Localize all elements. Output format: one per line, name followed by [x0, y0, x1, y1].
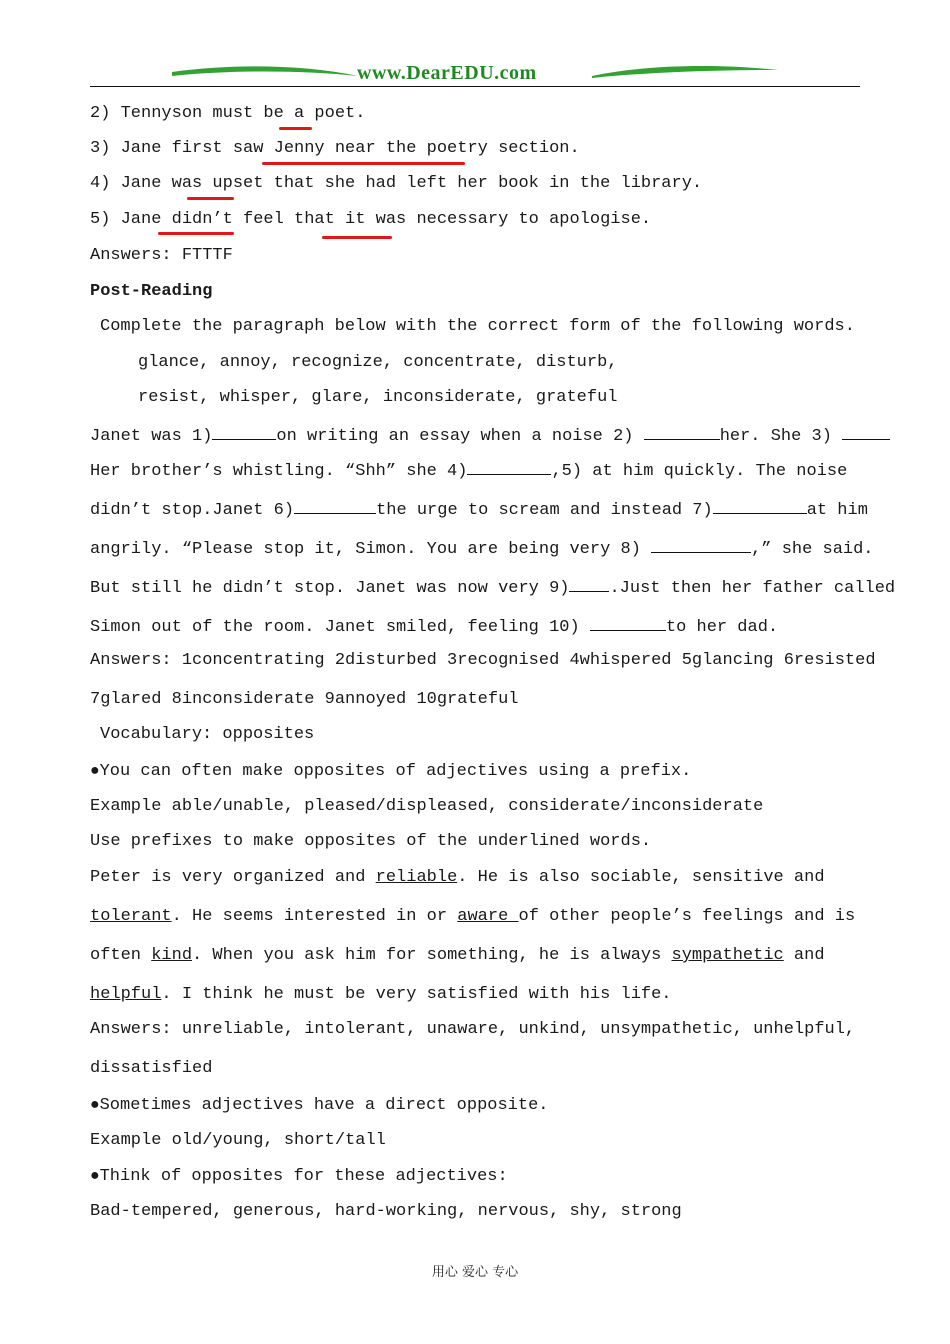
blank-3[interactable] [842, 423, 890, 440]
header-rule [90, 86, 860, 87]
bullet-icon: ● [90, 1167, 100, 1185]
paragraph-line-4: angrily. “Please stop it, Simon. You are being very 8) ,” she said. [90, 536, 874, 561]
tf-item-4: 4) Jane was upset that she had left her book in the library. [90, 174, 703, 193]
blank-9[interactable] [569, 575, 609, 592]
tf-answers: Answers: FTTTF [90, 246, 233, 265]
bullet-item-1: ●You can often make opposites of adjectives using a prefix. [90, 762, 692, 781]
tf-item-3: 3) Jane first saw Jenny near the poetry section. [90, 139, 580, 158]
paragraph-line-2: Her brother’s whistling. “Shh” she 4) ,5) at him quickly. The noise [90, 458, 847, 483]
vocabulary-answers-1: Answers: unreliable, intolerant, unaware, unkind, unsympathetic, unhelpful, [90, 1020, 856, 1039]
word-bank-line-2: resist, whisper, glare, inconsiderate, grateful [138, 388, 618, 407]
right-swoosh-icon [590, 62, 780, 84]
red-underline-mark [279, 127, 312, 130]
blank-7[interactable] [713, 497, 807, 514]
vocabulary-instruction: Use prefixes to make opposites of the underlined words. [90, 832, 652, 851]
vocab-paragraph-line-3: often kind. When you ask him for something, he is always sympathetic and [90, 946, 825, 965]
vocabulary-answers-2: dissatisfied [90, 1059, 213, 1078]
bullet-icon: ● [90, 762, 100, 780]
red-underline-mark [187, 197, 234, 200]
vocab-paragraph-line-4: helpful. I think he must be very satisfied with his life. [90, 985, 672, 1004]
red-underline-mark [262, 162, 465, 165]
blank-8[interactable] [651, 536, 751, 553]
paragraph-line-5: But still he didn’t stop. Janet was now very 9) .Just then her father called [90, 575, 895, 600]
red-underline-mark [158, 232, 234, 235]
example-line-1: Example able/unable, pleased/displeased, considerate/inconsiderate [90, 797, 764, 816]
post-reading-heading: Post-Reading [90, 282, 213, 301]
blank-6[interactable] [294, 497, 376, 514]
paragraph-line-1: Janet was 1) on writing an essay when a noise 2) her. She 3) [90, 423, 890, 448]
example-line-2: Example old/young, short/tall [90, 1131, 386, 1150]
paragraph-line-6: Simon out of the room. Janet smiled, feeling 10) to her dad. [90, 614, 778, 639]
blank-1[interactable] [212, 423, 276, 440]
tf-item-5: 5) Jane didn’t feel that it was necessary to apologise. [90, 210, 652, 229]
blank-10[interactable] [590, 614, 666, 631]
vocab-paragraph-line-2: tolerant. He seems interested in or aware of other people’s feelings and is [90, 907, 856, 926]
left-swoosh-icon [170, 62, 360, 84]
site-logo: www.DearEDU.com [357, 62, 537, 84]
adjective-list: Bad-tempered, generous, hard-working, nervous, shy, strong [90, 1202, 682, 1221]
bullet-icon: ● [90, 1096, 100, 1114]
post-reading-answers-2: 7glared 8inconsiderate 9annoyed 10grateful [90, 690, 519, 709]
blank-4[interactable] [467, 458, 551, 475]
page-footer: 用心 爱心 专心 [431, 1265, 519, 1280]
bullet-item-3: ●Think of opposites for these adjectives: [90, 1167, 508, 1186]
post-reading-instruction: Complete the paragraph below with the correct form of the following words. [100, 317, 855, 336]
vocabulary-heading: Vocabulary: opposites [100, 725, 315, 744]
word-bank-line-1: glance, annoy, recognize, concentrate, disturb, [138, 353, 618, 372]
blank-2[interactable] [644, 423, 720, 440]
vocab-paragraph-line-1: Peter is very organized and reliable. He is also sociable, sensitive and [90, 868, 825, 887]
red-underline-mark [322, 236, 392, 239]
paragraph-line-3: didn’t stop.Janet 6) the urge to scream and instead 7) at him [90, 497, 868, 522]
tf-item-2: 2) Tennyson must be a poet. [90, 104, 366, 123]
post-reading-answers-1: Answers: 1concentrating 2disturbed 3recognised 4whispered 5glancing 6resisted [90, 651, 876, 670]
bullet-item-2: ●Sometimes adjectives have a direct opposite. [90, 1096, 549, 1115]
